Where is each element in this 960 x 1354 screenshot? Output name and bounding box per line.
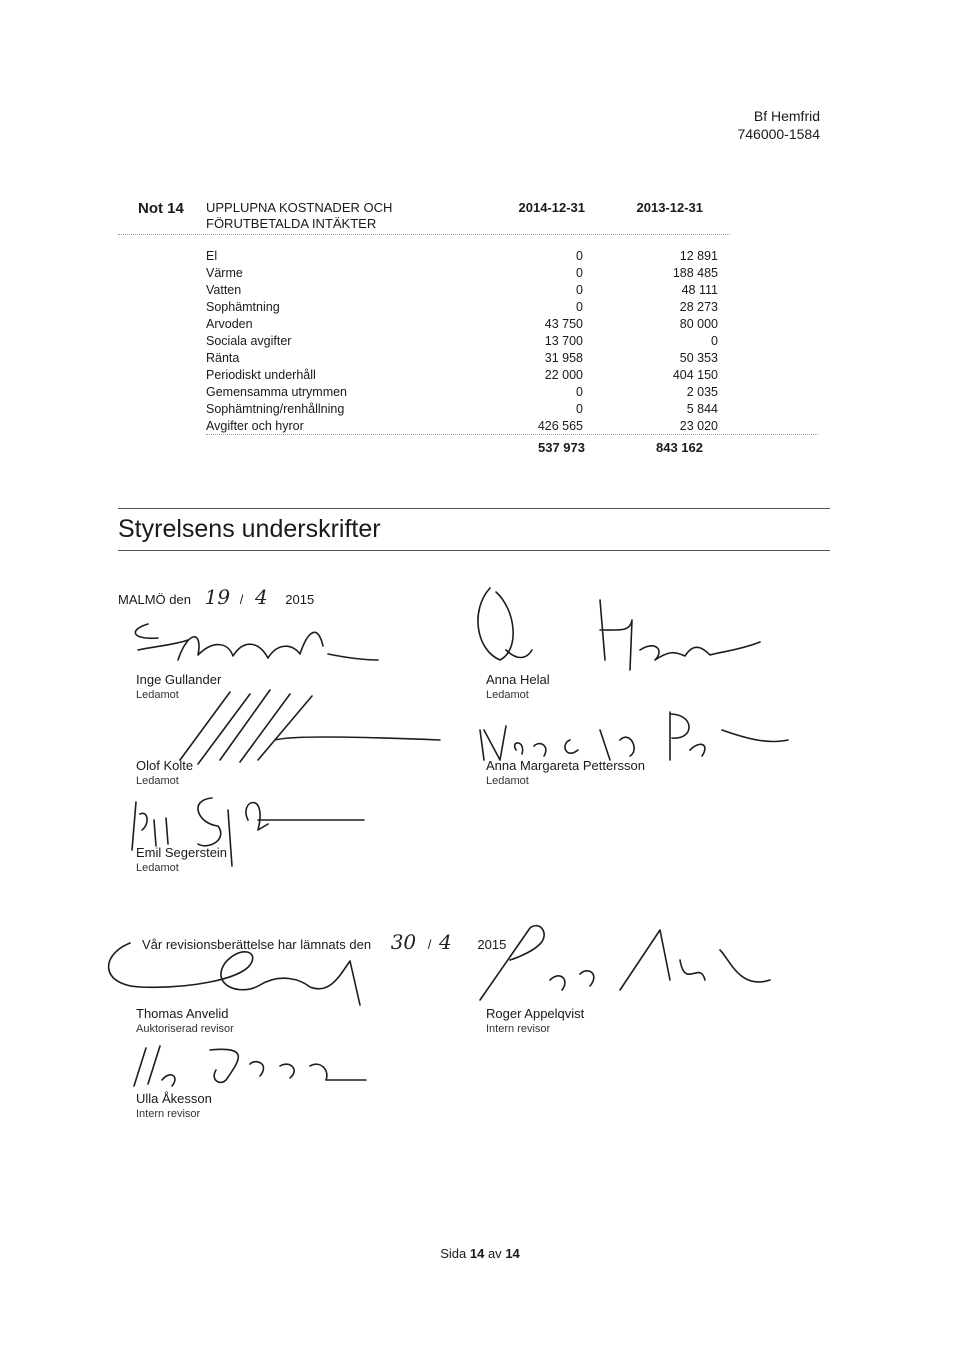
row-value-2014: 31 958 [544, 351, 583, 365]
section-top-rule [118, 508, 830, 509]
row-value-2013: 28 273 [679, 300, 718, 314]
auditor-role-3: Intern revisor [136, 1108, 201, 1120]
table-row [206, 384, 718, 401]
audit-statement: Vår revisionsberättelse har lämnats den [142, 937, 372, 952]
row-value-2013: 50 353 [679, 351, 718, 365]
page-footer [0, 1246, 960, 1261]
row-label: Periodiskt underhåll [206, 368, 316, 382]
table-row [206, 248, 718, 265]
signer-name-2: Anna Helal [486, 672, 550, 687]
total-2013: 843 162 [656, 440, 703, 455]
note-title-line-2: FÖRUTBETALDA INTÄKTER [206, 216, 377, 231]
signer-name-1: Inge Gullander [136, 672, 222, 687]
handwritten-day: 19 [204, 585, 231, 609]
footer-page: 14 [469, 1246, 485, 1261]
table-body [206, 248, 718, 435]
column-header-2014: 2014-12-31 [518, 200, 585, 215]
total-2014: 537 973 [538, 440, 585, 455]
row-value-2013: 0 [711, 334, 718, 348]
organization-name: Bf Hemfrid [753, 108, 820, 124]
signer-role-5: Ledamot [136, 862, 179, 874]
row-value-2014: 0 [576, 249, 583, 263]
row-value-2013: 12 891 [679, 249, 718, 263]
row-label: Arvoden [206, 317, 253, 331]
row-value-2013: 2 035 [686, 385, 718, 399]
row-value-2014: 43 750 [544, 317, 583, 331]
table-row [206, 299, 718, 316]
row-label: Avgifter och hyror [206, 419, 304, 433]
signature-anna-helal [470, 580, 770, 680]
auditor-name-3: Ulla Åkesson [136, 1091, 212, 1106]
signature-roger-appelqvist [470, 920, 770, 1020]
audit-handwritten-month: 4 [439, 930, 452, 954]
handwritten-month: 4 [254, 585, 268, 609]
row-value-2014: 426 565 [537, 419, 583, 433]
signatures-heading: Styrelsens underskrifter [118, 515, 381, 543]
table-row [206, 316, 718, 333]
accrued-costs-table [206, 248, 718, 435]
row-value-2014: 0 [576, 300, 583, 314]
auditor-name-1: Thomas Anvelid [136, 1006, 229, 1021]
organization-number: 746000-1584 [737, 126, 820, 142]
footer-prefix: Sida [440, 1246, 467, 1261]
auditor-name-2: Roger Appelqvist [486, 1006, 585, 1021]
signer-role-3: Ledamot [136, 775, 179, 787]
row-label: Sociala avgifter [206, 334, 292, 348]
table-row [206, 418, 718, 435]
signer-name-3: Olof Kolte [136, 758, 194, 773]
row-value-2014: 0 [576, 266, 583, 280]
place-date-line [118, 585, 314, 609]
table-row [206, 282, 718, 299]
footer-total: 14 [505, 1246, 520, 1261]
table-top-rule [118, 234, 730, 235]
table-row [206, 401, 718, 418]
row-value-2013: 5 844 [686, 402, 718, 416]
date-year: 2015 [285, 592, 315, 607]
organization-header [737, 107, 820, 143]
signature-olof-kolte [140, 680, 440, 770]
row-value-2013: 23 020 [679, 419, 718, 433]
table-row [206, 333, 718, 350]
row-value-2014: 13 700 [544, 334, 583, 348]
row-value-2013: 80 000 [679, 317, 718, 331]
signature-thomas-anvelid [100, 915, 400, 1015]
signer-name-4: Anna Margareta Pettersson [486, 758, 645, 773]
row-value-2013: 188 485 [672, 266, 718, 280]
row-label: Sophämtning [206, 300, 280, 314]
note-title-line-1: UPPLUPNA KOSTNADER OCH [206, 200, 393, 215]
table-row [206, 367, 718, 384]
row-value-2013: 48 111 [681, 283, 718, 297]
row-value-2014: 0 [576, 283, 583, 297]
table-row [206, 350, 718, 367]
note-number: Not 14 [138, 200, 184, 217]
row-label: Ränta [206, 351, 240, 365]
signer-name-5: Emil Segerstein [136, 845, 228, 860]
signer-role-1: Ledamot [136, 689, 179, 701]
column-header-2013: 2013-12-31 [636, 200, 703, 215]
section-bottom-rule [118, 550, 830, 551]
row-label: Värme [206, 266, 243, 280]
audit-handwritten-day: 30 [390, 930, 417, 954]
row-label: El [206, 249, 218, 263]
table-sum-rule [206, 434, 818, 435]
auditor-role-1: Auktoriserad revisor [136, 1023, 234, 1035]
signer-role-2: Ledamot [486, 689, 529, 701]
table-row [206, 265, 718, 282]
place-date-prefix: MALMÖ den [118, 592, 191, 607]
auditor-role-2: Intern revisor [486, 1023, 551, 1035]
signature-ulla-akesson [130, 1040, 370, 1090]
audit-date-separator: / [427, 937, 432, 952]
row-value-2014: 0 [576, 402, 583, 416]
footer-middle: av [487, 1246, 502, 1261]
row-label: Gemensamma utrymmen [206, 385, 348, 399]
row-label: Sophämtning/renhållning [206, 402, 345, 416]
signer-role-4: Ledamot [486, 775, 529, 787]
row-value-2014: 22 000 [544, 368, 583, 382]
note-title [206, 200, 466, 232]
row-label: Vatten [206, 283, 242, 297]
date-separator: / [239, 592, 244, 607]
audit-year: 2015 [477, 937, 507, 952]
row-value-2014: 0 [576, 385, 583, 399]
row-value-2013: 404 150 [672, 368, 718, 382]
